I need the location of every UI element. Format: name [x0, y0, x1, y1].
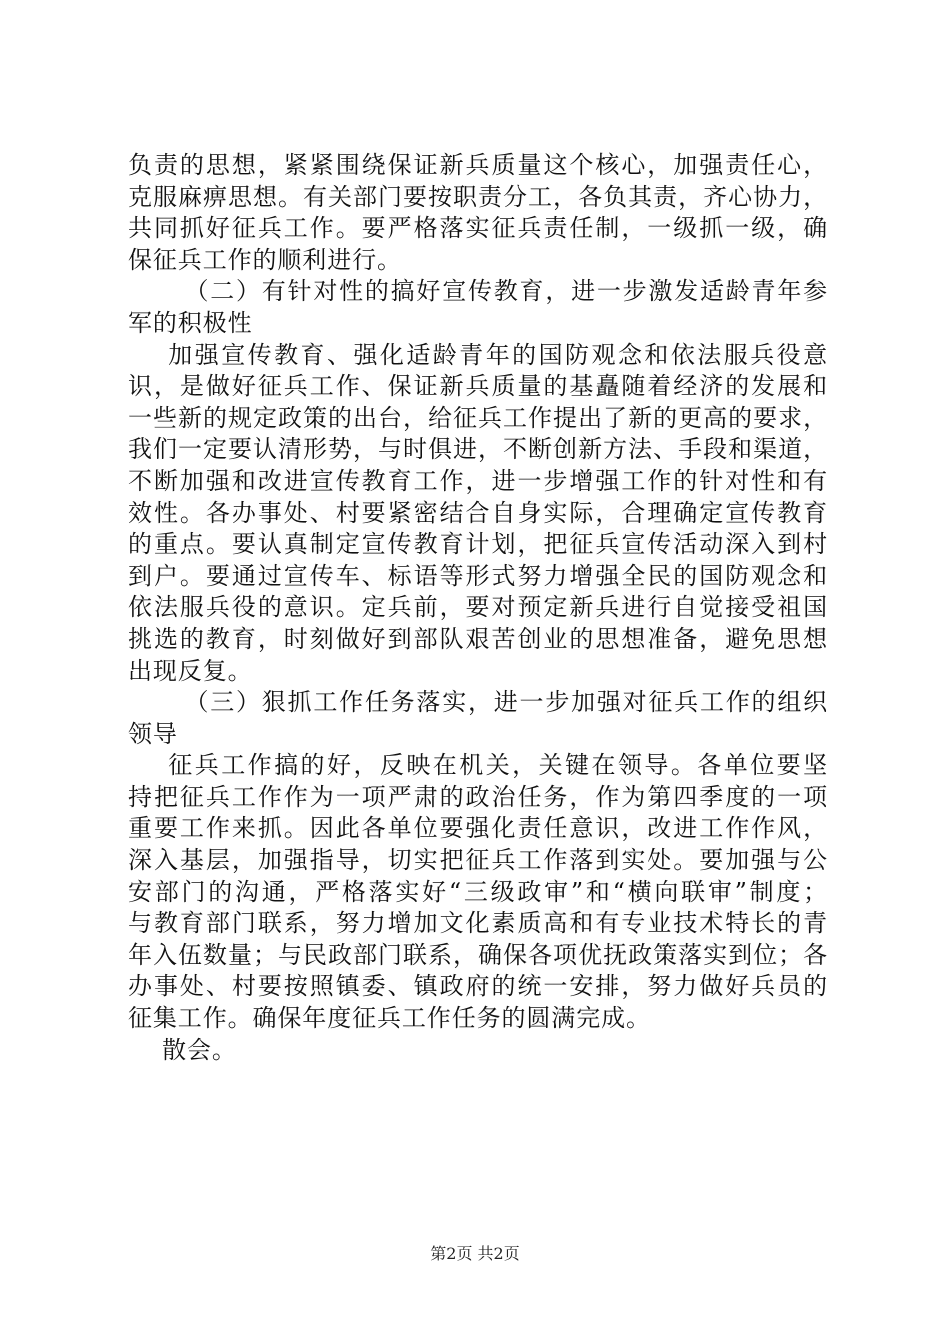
- text-line: 一些新的规定政策的出台，给征兵工作提出了新的更高的要求，: [128, 403, 828, 432]
- document-body: [128, 150, 828, 1066]
- text-line: 共同抓好征兵工作。要严格落实征兵责任制，一级抓一级，确: [128, 214, 828, 243]
- closing-line: 散会。: [128, 1035, 237, 1064]
- text-line: 重要工作来抓。因此各单位要强化责任意识，改进工作作风，: [128, 814, 828, 843]
- section-heading-line: （三）狠抓工作任务落实，进一步加强对征兵工作的组织: [128, 688, 828, 717]
- section-heading-line: 军的积极性: [128, 308, 253, 337]
- text-line: 加强宣传教育、强化适龄青年的国防观念和依法服兵役意: [128, 340, 828, 369]
- text-line: 负责的思想，紧紧围绕保证新兵质量这个核心，加强责任心，: [128, 151, 828, 179]
- text-line: 征兵工作搞的好，反映在机关，关键在领导。各单位要坚: [128, 751, 828, 780]
- text-line: 识，是做好征兵工作、保证新兵质量的基矗随着经济的发展和: [128, 372, 828, 401]
- text-line: 征集工作。确保年度征兵工作任务的圆满完成。: [128, 1004, 651, 1033]
- text-line: 与教育部门联系，努力增加文化素质高和有专业技术特长的青: [128, 909, 828, 938]
- text-line: 依法服兵役的意识。定兵前，要对预定新兵进行自觉接受祖国: [128, 593, 828, 622]
- text-line: 办事处、村要按照镇委、镇政府的统一安排，努力做好兵员的: [128, 972, 828, 1001]
- text-line: 持把征兵工作作为一项严肃的政治任务，作为第四季度的一项: [128, 782, 828, 811]
- text-line: 挑选的教育，时刻做好到部队艰苦创业的思想准备，避免思想: [128, 624, 828, 653]
- text-line: 效性。各办事处、村要紧密结合自身实际，合理确定宣传教育: [128, 498, 828, 527]
- text-line: 保征兵工作的顺利进行。: [128, 245, 402, 274]
- text-line: 我们一定要认清形势，与时俱进，不断创新方法、手段和渠道，: [128, 435, 828, 464]
- text-line: 不断加强和改进宣传教育工作，进一步增强工作的针对性和有: [128, 466, 828, 495]
- section-heading-line: （二）有针对性的搞好宣传教育，进一步激发适龄青年参: [128, 277, 828, 306]
- section-heading-line: 领导: [128, 719, 178, 748]
- text-line: 深入基层，加强指导，切实把征兵工作落到实处。要加强与公: [128, 846, 828, 875]
- text-line: 年入伍数量；与民政部门联系，确保各项优抚政策落实到位；各: [128, 940, 828, 969]
- text-line: 的重点。要认真制定宣传教育计划，把征兵宣传活动深入到村: [128, 530, 828, 559]
- page-number-footer: 第2页 共2页: [430, 1244, 520, 1263]
- text-line: 安部门的沟通，严格落实好“三级政审”和“横向联审”制度；: [128, 877, 828, 906]
- text-line: 到户。要通过宣传车、标语等形式努力增强全民的国防观念和: [128, 561, 828, 590]
- text-line: 出现反复。: [128, 656, 253, 685]
- text-line: 克服麻痹思想。有关部门要按职责分工，各负其责，齐心协力，: [128, 182, 828, 211]
